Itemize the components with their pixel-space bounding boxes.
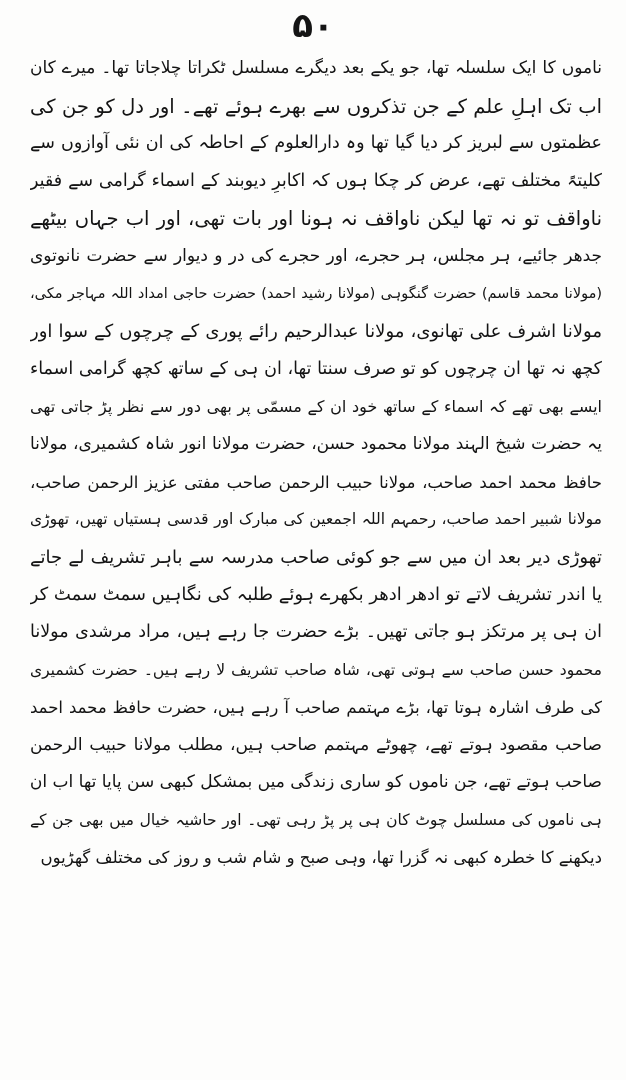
text-line: محمود حسن صاحب سے ہوتی تھی، شاہ صاحب تشریف لا رہے ہیں۔ حضرت کشمیری: [30, 660, 602, 679]
text-line: (مولانا محمد قاسم) حضرت گنگوہی (مولانا رشید احمد) حضرت حاجی امداد اللہ مہاجر مکی،: [30, 285, 602, 302]
text-line: کلیتہً مختلف تھے، عرض کر چکا ہوں کہ اکابرِ دیوبند کے اسماء گرامی سے فقیر: [30, 170, 602, 191]
page-number: ۵۰: [292, 6, 334, 46]
text-line: ایسے بھی تھے کہ اسماء کے ساتھ خود ان کے مسمّی پر بھی دور سے نظر پڑ جاتی تھی: [30, 397, 602, 417]
text-line: تھوڑی دیر بعد ان میں سے جو کوئی صاحب مدرسہ سے باہر تشریف لے جاتے: [30, 546, 602, 568]
text-line: اب تک اہلِ علم کے جن تذکروں سے بھرے ہوئے تھے۔ اور دل کو جن کی: [30, 94, 602, 118]
text-line: جدھر جائیے، ہر مجلس، ہر حجرے، اور حجرے کی در و دیوار سے حضرت نانوتوی: [30, 245, 602, 266]
text-line: عظمتوں سے لبریز کر دیا گیا تھا وہ دارالعلوم کے احاطہ کی ان نئی آوازوں سے: [30, 133, 602, 154]
text-line: یہ حضرت شیخ الہند مولانا محمود حسن، حضرت مولانا انور شاہ کشمیری، مولانا: [30, 433, 602, 454]
text-line: کی طرف اشارہ ہوتا تھا، بڑے مہتمم صاحب آ رہے ہیں، حضرت حافظ محمد احمد: [30, 698, 602, 718]
text-line: کچھ نہ تھا ان چرچوں کو تو صرف سنتا تھا، ان ہی کے ساتھ کچھ گرامی اسماء: [30, 358, 602, 379]
text-line: ان ہی پر مرتکز ہو جاتی تھیں۔ بڑے حضرت جا رہے ہیں، مراد مرشدی مولانا: [30, 621, 602, 642]
text-line: ہی ناموں کی مسلسل چوٹ کان ہی پر پڑ رہی تھی۔ اور حاشیہ خیال میں بھی جن کے: [30, 810, 602, 829]
text-line: مولانا شبیر احمد صاحب، رحمہم اللہ اجمعین کی مبارک اور قدسی ہستیاں تھیں، تھوڑی: [30, 510, 602, 529]
text-line: یا اندر تشریف لاتے تو ادھر ادھر بکھرے ہوئے طلبہ کی نگاہیں سمٹ سمٹ کر: [30, 584, 602, 606]
text-line: دیکھنے کا خطرہ کبھی نہ گزرا تھا، وہی صبح و شام شب و روز کی مختلف گھڑیوں: [40, 848, 602, 868]
text-line: ناواقف تو نہ تھا لیکن ناواقف نہ ہونا اور بات تھی، اور اب جہاں بیٹھے: [30, 207, 602, 231]
text-line: صاحب ہوتے تھے، جن ناموں کو ساری زندگی میں بمشکل کبھی سن پایا تھا اب ان: [30, 772, 602, 793]
text-line: ناموں کا ایک سلسلہ تھا، جو یکے بعد دیگرے مسلسل ٹکراتا چلاجاتا تھا۔ میرے کان: [30, 58, 602, 78]
page-text: [30, 50, 602, 877]
text-line: حافظ محمد احمد صاحب، مولانا حبیب الرحمن صاحب مفتی عزیز الرحمن صاحب،: [30, 472, 602, 492]
text-line: مولانا اشرف علی تھانوی، مولانا عبدالرحیم رائے پوری کے چرچوں کے سوا اور: [30, 321, 602, 343]
text-line: صاحب مقصود ہوتے تھے، چھوٹے مہتمم صاحب ہیں، مطلب مولانا حبیب الرحمن: [30, 734, 602, 755]
